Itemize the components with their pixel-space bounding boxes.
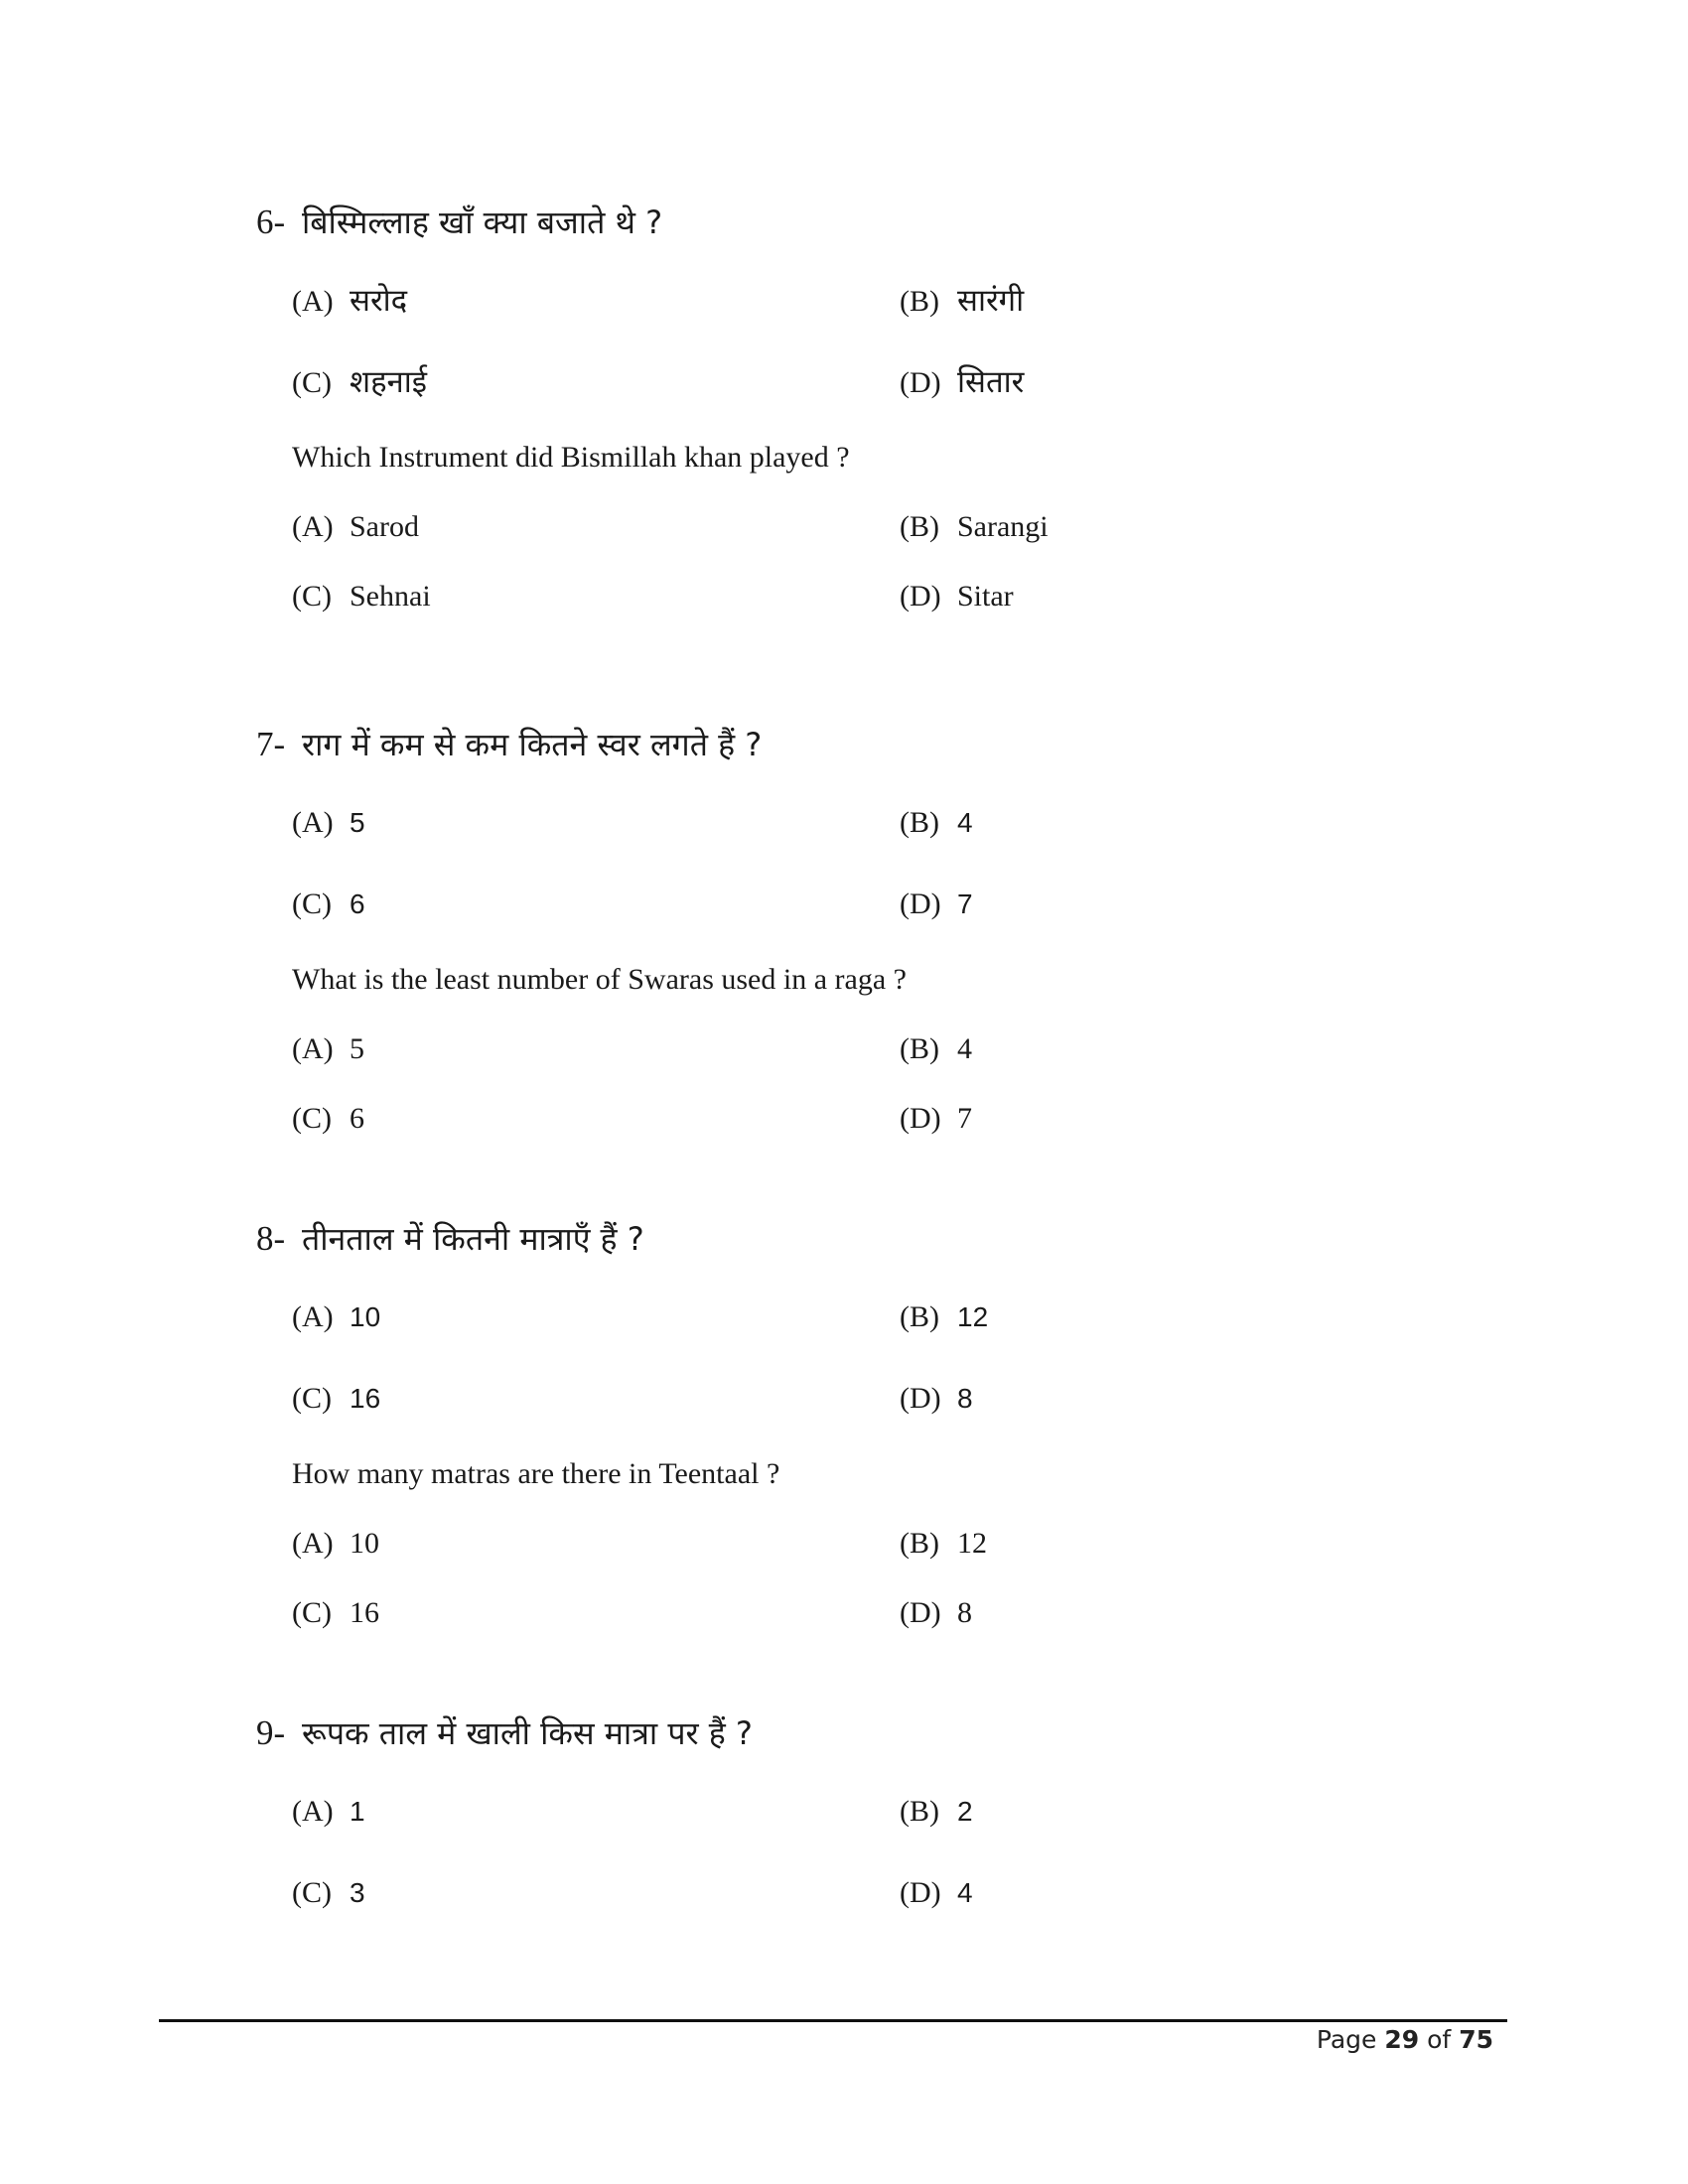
option-label: (A) [292,1527,334,1560]
option-value: 4 [957,1877,973,1908]
question-7 [256,717,1448,1144]
option-label: (A) [292,1032,334,1065]
question-9 [256,1706,1448,1918]
option-value: 8 [957,1383,973,1414]
hindi-options-row-1 [292,276,1448,326]
option-d-hindi [900,1374,973,1424]
option-a-hindi [292,1293,380,1342]
option-value: 6 [350,1102,364,1135]
option-label: (C) [292,366,332,399]
option-c-hindi [292,1868,365,1918]
option-label: (D) [900,580,941,613]
option-label: (D) [900,366,941,399]
english-options-row-1 [292,502,1448,552]
option-value: Sarod [350,510,419,543]
option-d-english [900,1588,972,1638]
option-label: (C) [292,580,332,613]
option-b-english [900,1519,987,1569]
question-number: 6- [256,203,286,241]
footer-divider [159,2019,1507,2022]
hindi-options-row-1 [292,798,1448,848]
option-label: (D) [900,1382,941,1415]
page-of: of [1427,2025,1452,2054]
question-hindi: रूपक ताल में खाली किस मात्रा पर हैं ? [302,1714,753,1752]
english-options-row-2 [292,1094,1448,1144]
option-label: (B) [900,1795,939,1828]
option-label: (B) [900,510,939,543]
question-hindi: राग में कम से कम कितने स्वर लगते हैं ? [302,726,763,763]
option-value: 10 [350,1527,379,1560]
page-prefix: Page [1316,2025,1377,2054]
question-number: 8- [256,1219,286,1258]
option-value: 16 [350,1596,379,1629]
option-label: (A) [292,1795,334,1828]
option-label: (C) [292,1596,332,1629]
option-label: (D) [900,1876,941,1909]
option-d-english [900,572,1014,621]
option-label: (D) [900,887,941,920]
english-options-row-1 [292,1519,1448,1569]
question-hindi-text [256,1706,1448,1761]
hindi-options-row-2 [292,357,1448,407]
hindi-options-row-2 [292,1374,1448,1424]
option-label: (D) [900,1596,941,1629]
option-value: 12 [957,1527,987,1560]
option-b-english [900,1024,972,1074]
option-label: (B) [900,1300,939,1333]
option-label: (A) [292,1300,334,1333]
option-value: सरोद [350,283,408,319]
option-b-hindi [900,1787,973,1837]
option-value: 8 [957,1596,972,1629]
option-a-english [292,502,419,552]
option-value: 5 [350,807,365,838]
option-value: Sitar [957,580,1014,613]
option-a-english [292,1519,379,1569]
option-value: 3 [350,1877,365,1908]
question-number: 7- [256,725,286,763]
question-6 [256,195,1448,621]
option-value: Sehnai [350,580,431,613]
option-d-hindi [900,357,1024,407]
option-c-english [292,572,431,621]
option-label: (C) [292,1102,332,1135]
question-hindi: तीनताल में कितनी मात्राएँ हैं ? [302,1220,644,1258]
question-english: Which Instrument did Bismillah khan played ? [292,441,850,474]
option-d-hindi [900,1868,973,1918]
option-a-hindi [292,798,365,848]
option-a-hindi [292,1787,365,1837]
option-value: 5 [350,1032,364,1065]
english-options-row-1 [292,1024,1448,1074]
option-a-english [292,1024,364,1074]
english-options-row-2 [292,572,1448,621]
option-label: (A) [292,510,334,543]
option-label: (C) [292,1382,332,1415]
option-value: 2 [957,1796,973,1827]
option-value: 1 [350,1796,365,1827]
option-label: (A) [292,806,334,839]
english-options-row-2 [292,1588,1448,1638]
question-hindi-text [256,1211,1448,1267]
page-number: 29 [1384,2025,1420,2054]
option-value: 16 [350,1383,381,1414]
option-d-hindi [900,880,973,929]
question-number: 9- [256,1713,286,1752]
question-hindi-text [256,195,1448,250]
option-label: (A) [292,285,334,318]
hindi-options-row-2 [292,880,1448,929]
question-hindi-text [256,717,1448,772]
page-footer [1317,2025,1493,2054]
question-hindi: बिस्मिल्लाह खाँ क्या बजाते थे ? [302,204,663,241]
option-value: सारंगी [957,283,1025,319]
hindi-options-row-1 [292,1787,1448,1837]
option-value: 12 [957,1301,989,1332]
option-value: 6 [350,888,365,919]
hindi-options-row-2 [292,1868,1448,1918]
option-c-english [292,1094,364,1144]
option-a-hindi [292,276,407,326]
option-value: सितार [957,364,1025,400]
option-label: (B) [900,806,939,839]
option-b-hindi [900,798,973,848]
option-value: 7 [957,888,973,919]
option-value: 7 [957,1102,972,1135]
total-pages: 75 [1459,2025,1493,2054]
option-c-hindi [292,1374,380,1424]
question-8 [256,1211,1448,1638]
option-value: Sarangi [957,510,1049,543]
option-c-hindi [292,357,427,407]
option-d-english [900,1094,972,1144]
option-label: (C) [292,1876,332,1909]
option-b-english [900,502,1049,552]
option-value: 10 [350,1301,381,1332]
option-label: (B) [900,285,939,318]
option-b-hindi [900,1293,988,1342]
option-label: (C) [292,887,332,920]
option-c-english [292,1588,379,1638]
option-value: शहनाई [350,364,427,400]
option-label: (B) [900,1032,939,1065]
question-english: How many matras are there in Teentaal ? [292,1457,780,1490]
option-label: (D) [900,1102,941,1135]
option-label: (B) [900,1527,939,1560]
option-value: 4 [957,807,973,838]
option-b-hindi [900,276,1024,326]
option-c-hindi [292,880,365,929]
question-english: What is the least number of Swaras used in a raga ? [292,963,907,996]
option-value: 4 [957,1032,972,1065]
hindi-options-row-1 [292,1293,1448,1342]
